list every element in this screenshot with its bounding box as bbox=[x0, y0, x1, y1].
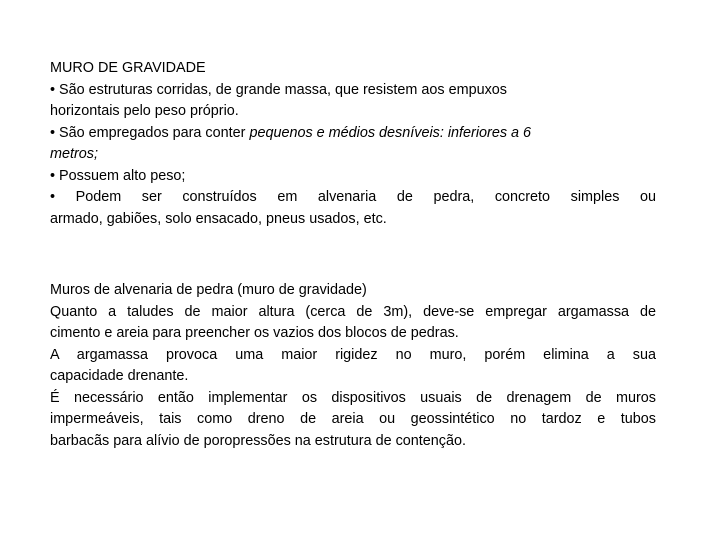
paragraph-text: Quanto a taludes de maior altura (cerca de 3m), deve-se empregar argamassa de bbox=[50, 303, 656, 320]
bullet-prefix: • São empregados para conter bbox=[50, 124, 250, 141]
bullet-text: • Possuem alto peso; bbox=[50, 167, 186, 184]
paragraph-text: impermeáveis, tais como dreno de areia ou geossintético no tardoz e tubos bbox=[50, 411, 656, 427]
paragraph-text: A argamassa provoca uma maior rigidez no muro, porém elimina a sua bbox=[50, 346, 656, 363]
paragraph-text: cimento e areia para preencher os vazios dos blocos de pedras. bbox=[50, 325, 459, 341]
section-muros-de-alvenaria bbox=[50, 280, 656, 452]
paragraph-text: capacidade drenante. bbox=[50, 368, 189, 384]
bullet-italic-text: metros; bbox=[50, 146, 98, 162]
bullet-text: • Podem ser construídos em alvenaria de pedra, concreto simples ou bbox=[50, 189, 656, 205]
bullet-text: horizontais pelo peso próprio. bbox=[50, 103, 239, 119]
bullet-text: armado, gabiões, solo ensacado, pneus usados, etc. bbox=[50, 210, 387, 227]
paragraph-text: barbacãs para alívio de poropressões na estrutura de contenção. bbox=[50, 432, 466, 449]
section-muro-de-gravidade bbox=[50, 58, 656, 230]
section-title: MURO DE GRAVIDADE bbox=[50, 60, 206, 76]
bullet-italic-text: pequenos e médios desníveis: inferiores a 6 bbox=[249, 124, 532, 141]
section-title: Muros de alvenaria de pedra (muro de gravidade) bbox=[50, 282, 367, 298]
bullet-text bbox=[50, 123, 656, 145]
bullet-text: • São estruturas corridas, de grande massa, que resistem aos empuxos bbox=[50, 81, 507, 98]
paragraph-text: É necessário então implementar os dispositivos usuais de drenagem de muros bbox=[50, 389, 656, 406]
